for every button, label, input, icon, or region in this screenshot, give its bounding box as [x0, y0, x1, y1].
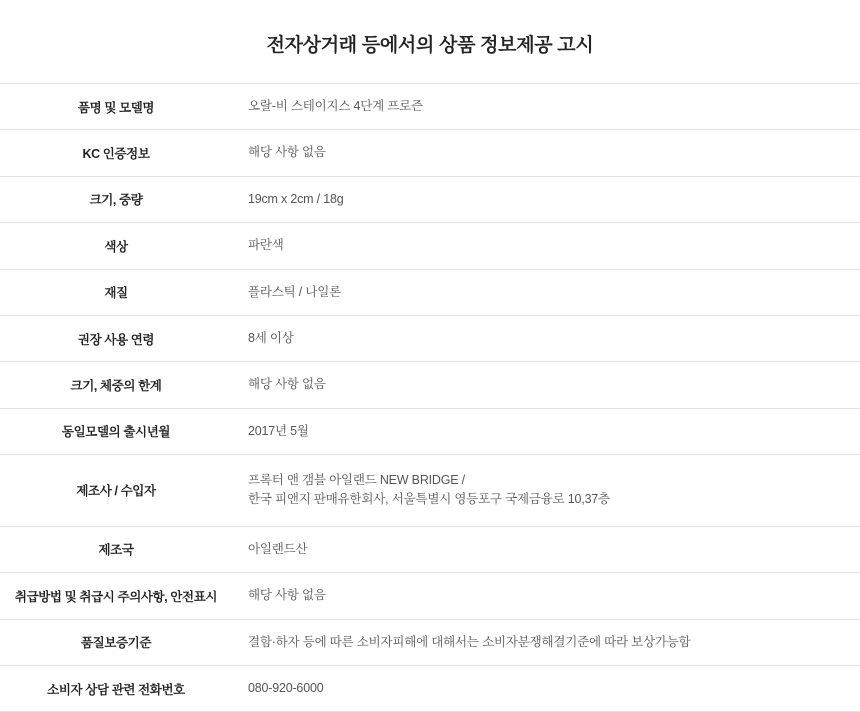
row-value: [232, 665, 860, 711]
row-label: 동일모델의 출시년월: [61, 425, 171, 440]
row-label: 품명 및 모델명: [77, 100, 155, 115]
value-line: 결함·하자 등에 따른 소비자피해에 대해서는 소비자분쟁해결기준에 따라 보상가능함: [248, 634, 691, 649]
row-value: [232, 526, 860, 572]
product-info-table: [0, 83, 860, 712]
row-value: [232, 315, 860, 361]
value-line: 플라스틱 / 나일론: [248, 284, 341, 299]
value-line: 오랄-비 스테이지스 4단계 프로즌: [248, 99, 423, 113]
value-line: 8세 이상: [248, 330, 294, 345]
value-line: 해당 사항 없음: [248, 145, 326, 160]
row-value: [232, 84, 860, 130]
value-line: 080-920-6000: [248, 680, 324, 695]
table-row: [0, 573, 860, 619]
table-body: [0, 84, 860, 712]
row-label: 권장 사용 연령: [77, 332, 155, 347]
table-row: [0, 619, 860, 665]
page-title: 전자상거래 등에서의 상품 정보제공 고시: [266, 35, 594, 56]
row-label: 제조국: [98, 543, 134, 558]
table-row: [0, 408, 860, 454]
row-label: 제조사 / 수입자: [76, 484, 156, 499]
table-row: [0, 84, 860, 130]
row-label: 크기, 중량: [89, 193, 143, 208]
value-line: 19cm x 2cm / 18g: [248, 191, 344, 206]
value-line: 2017년 5월: [248, 423, 309, 438]
row-label: 소비자 상담 관련 전화번호: [47, 682, 185, 697]
row-label: 취급방법 및 취급시 주의사항, 안전표시: [14, 589, 218, 604]
table-row: [0, 315, 860, 361]
table-row: [0, 223, 860, 269]
row-label: KC 인증정보: [82, 147, 150, 162]
table-row: [0, 176, 860, 222]
row-label: 색상: [104, 239, 128, 254]
row-label: 재질: [104, 286, 128, 301]
row-label: 크기, 체중의 한계: [70, 378, 162, 393]
row-value: [232, 362, 860, 408]
table-row: [0, 269, 860, 315]
table-row: [0, 362, 860, 408]
value-line: 프록터 앤 갬블 아일랜드 NEW BRIDGE /: [248, 473, 465, 487]
row-value: [232, 269, 860, 315]
row-label: 품질보증기준: [80, 636, 152, 651]
value-line: 파란색: [248, 238, 284, 253]
row-value: [232, 619, 860, 665]
row-value: [232, 455, 860, 527]
table-row: [0, 455, 860, 527]
row-value: [232, 130, 860, 176]
value-line: 아일랜드산: [248, 541, 308, 556]
table-row: [0, 526, 860, 572]
row-value: [232, 408, 860, 454]
value-line: 해당 사항 없음: [248, 588, 326, 603]
value-line: 해당 사항 없음: [248, 377, 326, 392]
row-value: [232, 176, 860, 222]
value-line: 한국 피앤지 판매유한회사, 서울특별시 영등포구 국제금융로 10,37층: [248, 492, 610, 507]
row-value: [232, 573, 860, 619]
table-row: [0, 130, 860, 176]
table-row: [0, 665, 860, 711]
row-value: [232, 223, 860, 269]
